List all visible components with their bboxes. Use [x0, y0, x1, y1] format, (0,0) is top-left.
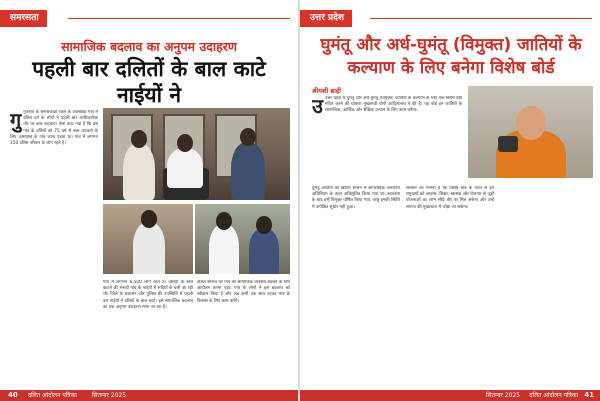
- article-column-1: [10, 110, 98, 340]
- issue-date: सितम्बर 2025: [485, 392, 520, 399]
- drop-cap: गु: [10, 110, 22, 132]
- right-page: [300, 0, 600, 401]
- section-tag: समरसता: [0, 10, 47, 27]
- byline: श्रीयशी ब्राही: [312, 87, 341, 95]
- section-tag: उत्तर प्रदेश: [300, 10, 352, 27]
- article-column-2: घुमंतू जातियों को ब्रिटिश शासन में आपराधिक जनजाति अधिनियम के तहत अधिसूचित किया गया था। स्वतंत्रता के बाद इन्हें विमुक्त घोषित किया गया, परंतु इनकी स्थिति में अपेक्षित सुधार नहीं हुआ।: [312, 186, 400, 210]
- publication-name: दलित आंदोलन पत्रिका: [529, 392, 578, 399]
- article-column-2: गांव में लगभग 6,500 लोग रहते हैं। दलितों के बाल काटने की मनाही गांव के नाईयों में सदियों से चली आ रही थी। जिले के प्रशासन और पुलिस की उपस्थिति में पहली बार नाईयों ने दलितों के बाल काटे। इसे सामाजिक बदलाव का एक अनुपम उदाहरण माना जा रहा है।: [103, 280, 193, 310]
- haircut-photo-2: [195, 204, 290, 274]
- issue-date: सितम्बर 2025: [92, 392, 127, 399]
- page-number: 40: [8, 391, 18, 399]
- section-rule: [370, 18, 592, 19]
- page-footer: [300, 390, 600, 401]
- article-headline: घुमंतू और अर्ध-घुमंतू (विमुक्त) जातियों के कल्याण के लिए बनेगा विशेष बोर्ड: [320, 35, 582, 78]
- column-text: गुजरात के बनासकांठा जिले के आलवाड़ा गांव में दलित वर्ग के लोगों ने पहली बार आधिकारिक तौर पर बाल कटवाए। ऐसा कहा गया है कि इस गांव के दलितों को 75 वर्ष से बाल कटवाने के लिए आसपास के गांव जाना पड़ता था। गांव में लगभग 150 दलित परिवार के लोग रहते हैं।: [10, 110, 98, 147]
- article-column-3: सरकार का मानना है कि विशेष बोर्ड के गठन से इन समुदायों को आवास, शिक्षा, स्वास्थ्य और रोजगार से जुड़ी योजनाओं का लाभ सीधे तौर पर मिल सकेगा और उन्हें समाज की मुख्यधारा में जोड़ा जा सकेगा।: [406, 186, 494, 210]
- chief-minister-photo: [468, 86, 593, 178]
- article-column-4: [500, 186, 592, 384]
- article-headline: पहली बार दलितों के बाल काटे नाईयों ने: [32, 57, 266, 107]
- drop-cap: उ: [312, 96, 323, 118]
- article-column-3: दलित समाज को गांव की सामाजिक व्यवस्था बदलने के लिए आंदोलन करना पड़ा। गांव के लोगों ने इस बदलाव को स्वीकार किया है और अब सभी एक साथ रहकर गांव के विकास के लिए काम करेंगे।: [197, 280, 290, 304]
- page-number: 41: [584, 391, 594, 399]
- haircut-photo-1: [103, 204, 193, 274]
- microphone-icon: [498, 136, 518, 152]
- publication-name: दलित आंदोलन पत्रिका: [28, 392, 77, 399]
- article-column-1: [312, 96, 462, 180]
- page-footer: [0, 390, 298, 401]
- barber-shop-photo: [103, 108, 290, 200]
- article-kicker: सामाजिक बदलाव का अनुपम उदाहरण: [61, 39, 237, 54]
- left-page: [0, 0, 298, 401]
- column-text: उत्तर प्रदेश में घुमंतू और अर्ध-घुमंतू (विमुक्त) जातियों के कल्याण के लिए एक विशेष बोर्ड गठित करने की घोषणा मुख्यमंत्री योगी आदित्यनाथ ने की है। यह बोर्ड इन जातियों के सामाजिक, आर्थिक और शैक्षिक उत्थान के लिए काम करेगा।: [324, 96, 462, 114]
- section-rule: [68, 18, 290, 19]
